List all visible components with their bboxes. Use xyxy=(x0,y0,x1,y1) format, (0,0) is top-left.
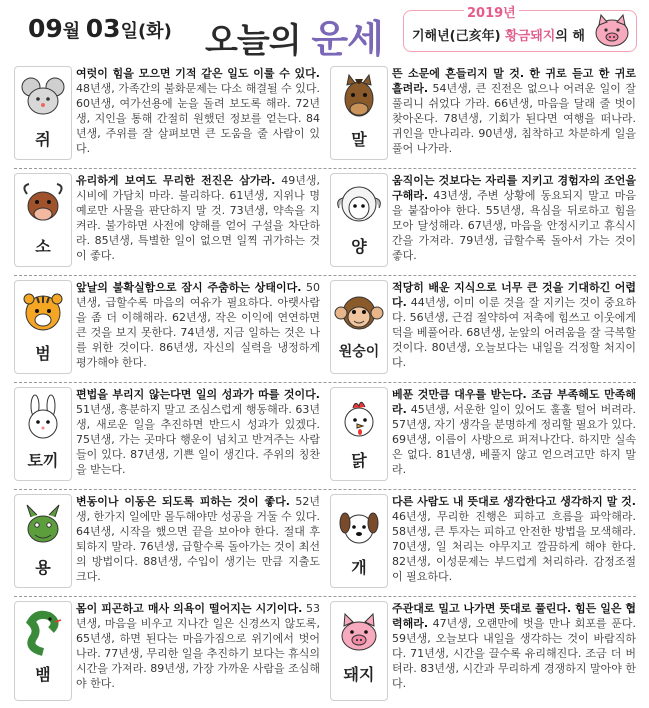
zodiac-name: 뱀 xyxy=(35,665,51,684)
zodiac-name: 양 xyxy=(351,237,367,256)
title-part1: 오늘의 xyxy=(205,21,301,61)
fortune-body: 54년생, 큰 진전은 없으나 어려운 일이 잘 풀리니 쉬었다 가라. 66년생, 마음을 달래 줄 벗이 찾아온다. 78년생, 기회가 된다면 여행을 떠나라. 귀인을 만나리라. 90년생, 침착하고 차분하게 일을 풀어 나가라. xyxy=(392,82,636,155)
year-text-pre: 기해년(己亥年) xyxy=(412,29,506,44)
zodiac-name: 토끼 xyxy=(27,451,59,470)
zodiac-animal xyxy=(14,280,72,374)
day-unit: 일 xyxy=(120,21,138,42)
zodiac-card xyxy=(330,280,636,384)
fortune-headline: 앞날의 불확실함으로 잠시 주춤하는 상태이다. xyxy=(76,281,302,294)
fortune-body: 51년생, 흥분하지 말고 조심스럽게 행동해라. 63년생, 새로운 일을 추진하면 반드시 성과가 있겠다. 75년생, 가는 곳마다 행운이 넘치고 반겨주는 사람들이 있다. 87년생, 기쁜 일이 생긴다. 주위의 칭찬을 받는다. xyxy=(76,403,320,476)
fortune-text xyxy=(392,601,636,691)
year-text xyxy=(412,25,585,44)
zodiac-animal xyxy=(330,280,388,374)
fortune-body: 47년생, 오랜만에 벗을 만나 회포를 푼다. 59년생, 오늘보다 내일을 생각하는 것이 바람직하다. 71년생, 시간을 끌수록 유리해진다. 조금 더 버텨라. 83년생, 시간과 무리하게 경쟁하지 말아야 한다. xyxy=(392,617,636,690)
zodiac-card xyxy=(14,387,320,491)
fortune-headline: 변동이나 이동은 되도록 피하는 것이 좋다. xyxy=(76,495,290,508)
fortune-body: 49년생, 시비에 가담치 마라. 불리하다. 61년생, 지위나 명예로만 사물을 판단하지 말 것. 73년생, 약속을 지켜라. 불가하면 사전에 양해를 얻어 구설을 차단하라. 85년생, 특별한 일이 없으면 일찍 귀가하는 것이 좋다. xyxy=(76,174,321,262)
fortune-body: 48년생, 가족간의 불화문제는 다소 해결될 수 있다. 60년생, 여가선용에 눈을 돌려 보도록 해라. 72년생, 지인을 통해 간절히 원했던 정보를 얻는다. 84년생, 주위를 잘 살펴보면 큰 도움을 줄 사람이 있다. xyxy=(76,82,320,155)
zodiac-animal xyxy=(14,601,72,701)
row-divider xyxy=(14,275,636,276)
zodiac-row xyxy=(14,173,636,277)
year-text-post: 의 해 xyxy=(555,29,585,44)
fortune-body: 44년생, 이미 이룬 것을 잘 지키는 것이 중요하다. 56년생, 근검 절약하여 저축에 힘쓰고 이웃에게 덕을 베풀어라. 68년생, 눈앞의 어려움을 잘 극복할 것이다. 80년생, 오늘보다는 내일을 걱정할 처지이다. xyxy=(392,296,636,369)
dog-icon xyxy=(333,501,385,549)
zodiac-row xyxy=(14,494,636,598)
fortune-headline: 적당히 배운 지식으로 너무 큰 것을 기대하긴 어렵다. xyxy=(392,281,636,309)
date-label xyxy=(28,14,172,43)
zodiac-animal xyxy=(330,601,388,701)
zodiac-card xyxy=(330,387,636,491)
sheep-icon xyxy=(333,180,385,228)
fortune-text xyxy=(392,173,636,263)
zodiac-name: 개 xyxy=(351,558,367,577)
fortune-headline: 다른 사람도 내 뜻대로 생각한다고 생각하지 말 것. xyxy=(392,495,636,508)
zodiac-card xyxy=(330,173,636,277)
month-unit: 월 xyxy=(62,21,81,42)
zodiac-card xyxy=(330,494,636,598)
pig-icon xyxy=(592,13,632,49)
year-badge-box xyxy=(403,6,637,52)
zodiac-name: 범 xyxy=(35,344,51,363)
ox-icon xyxy=(17,180,69,228)
header xyxy=(0,0,649,62)
fortune-headline: 베푼 것만큼 대우를 받는다. 조금 부족해도 만족해라. xyxy=(392,388,636,416)
fortune-text xyxy=(76,494,320,584)
zodiac-card xyxy=(14,280,320,384)
rat-icon xyxy=(17,73,69,121)
fortune-text xyxy=(76,387,320,477)
zodiac-animal xyxy=(330,494,388,588)
date-month: 09 xyxy=(28,14,63,43)
fortune-headline: 뜬 소문에 흔들리지 말 것. 한 귀로 듣고 한 귀로 흘려라. xyxy=(392,67,636,95)
fortune-body: 45년생, 서운한 일이 있어도 훌훌 털어 버려라. 57년생, 자기 생각을 분명하게 정리할 필요가 있다. 69년생, 이름이 사방으로 퍼져나간다. 하지만 실속은 없다. 81년생, 베풀지 않고 얻으려고만 하지 말라. xyxy=(392,403,636,476)
zodiac-animal xyxy=(330,173,388,267)
fortune-headline: 유리하게 보여도 무리한 전진은 삼가라. xyxy=(76,174,276,187)
zodiac-row xyxy=(14,66,636,170)
zodiac-name: 용 xyxy=(35,558,51,577)
zodiac-animal xyxy=(14,66,72,160)
zodiac-card xyxy=(330,66,636,170)
row-divider xyxy=(14,168,636,169)
zodiac-name: 소 xyxy=(35,237,51,256)
zodiac-name: 말 xyxy=(351,130,367,149)
zodiac-animal xyxy=(14,387,72,481)
zodiac-animal xyxy=(14,494,72,588)
fortune-text xyxy=(392,66,636,156)
zodiac-animal xyxy=(14,173,72,267)
zodiac-card xyxy=(330,601,636,705)
monkey-icon xyxy=(333,287,385,335)
fortune-body: 52년생, 한가지 일에만 몰두해야만 성공을 거둘 수 있다. 64년생, 시작을 했으면 끝을 보아야 한다. 절대 후퇴하지 말라. 76년생, 급할수록 돌아가는 것이 최선의 방법이다. 88년생, 수입이 생기는 만큼 지출도 크다. xyxy=(76,495,320,583)
fortune-body: 43년생, 주변 상황에 동요되지 말고 마음을 붙잡아야 한다. 55년생, 욕심을 뒤로하고 힘을 모아 달성해라. 67년생, 마음을 안정시키고 휴식시간을 가져라. 79년생, 급할수록 돌아서 가는 것이 좋다. xyxy=(392,189,636,262)
fortune-text xyxy=(76,173,320,263)
zodiac-card xyxy=(14,601,320,705)
row-divider xyxy=(14,382,636,383)
zodiac-row xyxy=(14,601,636,705)
zodiac-name: 닭 xyxy=(351,451,367,470)
horse-icon xyxy=(333,73,385,121)
zodiac-name: 돼지 xyxy=(343,665,375,684)
zodiac-card xyxy=(14,66,320,170)
fortune-body: 46년생, 무리한 진행은 피하고 흐름을 파악해라. 58년생, 큰 투자는 피하고 안전한 방법을 모색해라. 70년생, 일 처리는 야무지고 깔끔하게 해야 한다. 82년생, 이성문제는 부드럽게 처리하라. 감정조절이 필요하다. xyxy=(392,510,636,583)
zodiac-card xyxy=(14,173,320,277)
fortune-body: 50년생, 급할수록 마음의 여유가 필요하다. 아랫사람을 좀 더 이해해라. 62년생, 작은 이익에 연연하면 큰 것을 보지 못한다. 74년생, 지금 일하는 것은 나를 위한 것이다. 86년생, 자신의 실력을 냉정하게 평가해야 한다. xyxy=(76,281,320,369)
zodiac-row xyxy=(14,280,636,384)
zodiac-animal xyxy=(330,66,388,160)
fortune-headline: 여럿이 힘을 모으면 기적 같은 일도 이룰 수 있다. xyxy=(76,67,320,80)
zodiac-name: 원숭이 xyxy=(338,344,380,360)
dragon-icon xyxy=(17,501,69,549)
fortune-text xyxy=(392,280,636,370)
fortune-headline: 몸이 피곤하고 매사 의욕이 떨어지는 시기이다. xyxy=(76,602,303,615)
pig-icon xyxy=(333,608,385,656)
row-divider xyxy=(14,596,636,597)
fortune-body: 53년생, 마음을 비우고 지나간 일은 신경쓰지 않도록, 65년생, 하면 된다는 마음가짐으로 위기에서 벗어나라. 77년생, 무리한 일을 추진하기 보다는 휴식의 시간을 가져라. 89년생, 가장 가까운 사람을 조심해야 한다. xyxy=(76,602,320,690)
snake-icon xyxy=(17,608,69,656)
zodiac-animal xyxy=(330,387,388,481)
rabbit-icon xyxy=(17,394,69,442)
date-day: 03 xyxy=(85,14,121,43)
fortune-headline: 주관대로 밀고 나가면 뜻대로 풀린다. 힘든 일은 협력해라. xyxy=(392,602,636,630)
year-text-gold: 황금돼지 xyxy=(505,29,556,44)
page-title xyxy=(205,8,383,63)
zodiac-name: 쥐 xyxy=(35,130,51,149)
fortune-text xyxy=(76,601,320,691)
weekday: (화) xyxy=(137,21,172,42)
fortune-headline: 움직이는 것보다는 자리를 지키고 경험자의 조언을 구해라. xyxy=(392,174,636,202)
fortune-text xyxy=(392,494,636,584)
zodiac-row xyxy=(14,387,636,491)
year-badge: 2019년 xyxy=(464,2,519,21)
zodiac-card xyxy=(14,494,320,598)
tiger-icon xyxy=(17,287,69,335)
fortune-headline: 편법을 부리지 않는다면 일의 성과가 따를 것이다. xyxy=(76,388,320,401)
row-divider xyxy=(14,489,636,490)
fortune-text xyxy=(76,66,320,156)
rooster-icon xyxy=(333,394,385,442)
fortune-text xyxy=(76,280,320,370)
title-part2: 운세 xyxy=(311,17,383,61)
fortune-text xyxy=(392,387,636,477)
